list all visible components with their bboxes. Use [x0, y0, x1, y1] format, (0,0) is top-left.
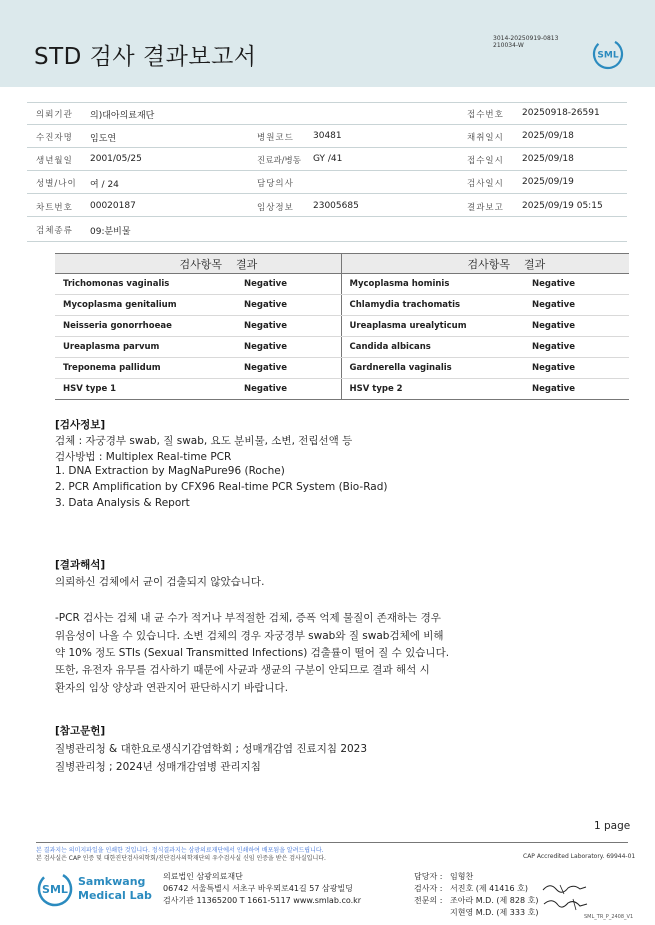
report-code-sub: 210034-W: [493, 42, 524, 49]
signature-icon: [540, 880, 590, 918]
label-specimen-type: 검체종류: [36, 226, 73, 236]
interpretation-title: [결과해석]: [55, 559, 106, 571]
org-name-line1: Samkwang: [78, 875, 146, 888]
test-result: Negative: [236, 316, 341, 337]
footer-notice: 본 결과지는 의미지파일을 인쇄한 것입니다. 정식결과지는 삼광의료재단에서 인쇄하여 배포됨을 알려드립니다.: [36, 847, 324, 854]
reference-line: 질병관리청 ; 2024년 성매개감염병 관리지침: [55, 761, 261, 773]
value-department-ward: GY /41: [313, 154, 343, 164]
divider: [27, 193, 627, 194]
value-sex-age: 여 / 24: [90, 180, 119, 190]
header-result: 결과: [524, 254, 629, 274]
reference-line: 질병관리청 & 대한요로생식기감염학회 ; 성매개감염 진료지침 2023: [55, 743, 368, 755]
test-info-line: 3. Data Analysis & Report: [55, 497, 190, 509]
value-receipt-date: 2025/09/18: [522, 154, 574, 164]
references-title: [참고문헌]: [55, 725, 106, 737]
footer-divider: [36, 842, 628, 843]
test-result: Negative: [524, 295, 629, 316]
staff-role: 검사자 :: [414, 884, 443, 893]
label-accession-number: 접수번호: [467, 110, 504, 120]
staff-role: 담당자 :: [414, 872, 443, 881]
label-test-date: 검사일시: [467, 179, 504, 189]
value-accession-number: 20250918-26591: [522, 108, 600, 118]
interpretation-line: 위음성이 나올 수 있습니다. 소변 검체의 경우 자궁경부 swab와 질 swab검체에 비해: [55, 630, 444, 642]
report-title: STD 검사 결과보고서: [34, 44, 257, 70]
report-code: 3014-20250919-0813: [493, 35, 559, 42]
test-item: Trichomonas vaginalis: [55, 274, 236, 295]
test-result: Negative: [236, 358, 341, 379]
label-clinical-info: 임상정보: [257, 203, 294, 213]
staff-name: 지현영 M.D. (제 333 호): [450, 908, 539, 917]
divider: [27, 216, 627, 217]
label-hospital-code: 병원코드: [257, 133, 294, 143]
label-patient-name: 수진자명: [36, 133, 73, 143]
test-result: Negative: [236, 274, 341, 295]
staff-role: 전문의 :: [414, 896, 443, 905]
test-result: Negative: [524, 337, 629, 358]
interpretation-line: 또한, 유전자 유무를 검사하기 때문에 사균과 생균의 구분이 안되므로 결과 해석 시: [55, 664, 430, 676]
divider: [27, 170, 627, 171]
table-header-row: [55, 254, 629, 274]
divider: [27, 124, 627, 125]
table-row: [55, 379, 629, 400]
test-item: HSV type 1: [55, 379, 236, 400]
table-row: [55, 337, 629, 358]
test-result: Negative: [236, 379, 341, 400]
label-department-ward: 진료과/병동: [257, 156, 301, 166]
table-row: [55, 274, 629, 295]
test-item: Neisseria gonorrhoeae: [55, 316, 236, 337]
test-result: Negative: [524, 379, 629, 400]
header-test-item: 검사항목: [341, 254, 524, 274]
table-row: [55, 358, 629, 379]
org-info-line: 06742 서울특별시 서초구 바우뫼로41길 57 삼광빌딩: [163, 884, 353, 893]
label-institution: 의뢰기관: [36, 110, 73, 120]
label-chart-number: 차트번호: [36, 203, 73, 213]
test-info-line: 검사방법 : Multiplex Real-time PCR: [55, 451, 232, 463]
value-institution: 의)대아의료재단: [90, 111, 155, 121]
cap-accreditation: CAP Accredited Laboratory. 69944-01: [523, 853, 636, 860]
value-chart-number: 00020187: [90, 201, 136, 211]
label-sex-age: 성별/나이: [36, 179, 77, 189]
test-item: Candida albicans: [341, 337, 524, 358]
value-birthdate: 2001/05/25: [90, 154, 142, 164]
sml-logo-icon: [592, 38, 622, 68]
header-result: 결과: [236, 254, 341, 274]
value-report-date: 2025/09/19 05:15: [522, 201, 603, 211]
staff-name: 서진호 (제 41416 호): [450, 884, 528, 893]
test-info-title: [검사정보]: [55, 419, 106, 431]
test-item: Mycoplasma genitalium: [55, 295, 236, 316]
interpretation-line: -PCR 검사는 검체 내 균 수가 적거나 부적절한 검체, 증폭 억제 물질이 존재하는 경우: [55, 612, 441, 624]
test-result: Negative: [524, 274, 629, 295]
footer-accreditation: 본 검사실은 CAP 인증 및 대한진단검사의학회/진단검사의학재단의 우수검사실 신임 인증을 받은 검사실입니다.: [36, 855, 326, 862]
divider: [27, 147, 627, 148]
label-birthdate: 생년월일: [36, 156, 73, 166]
test-item: Ureaplasma urealyticum: [341, 316, 524, 337]
test-item: Mycoplasma hominis: [341, 274, 524, 295]
value-collection-date: 2025/09/18: [522, 131, 574, 141]
divider: [27, 241, 627, 242]
test-info-line: 검체 : 자궁경부 swab, 질 swab, 요도 분비물, 소변, 전립선액 등: [55, 435, 353, 447]
interpretation-summary: 의뢰하신 검체에서 균이 검출되지 않았습니다.: [55, 576, 265, 588]
test-result: Negative: [524, 358, 629, 379]
table-row: [55, 295, 629, 316]
form-code: SML_TR_P_2408_V1: [584, 914, 634, 920]
test-result: Negative: [524, 316, 629, 337]
value-clinical-info: 23005685: [313, 201, 359, 211]
results-table: [55, 253, 629, 400]
sml-logo-text: SML: [597, 50, 619, 61]
staff-name: 임형찬: [450, 872, 474, 881]
test-item: Gardnerella vaginalis: [341, 358, 524, 379]
value-specimen-type: 09:분비물: [90, 227, 131, 237]
org-info-line: 의료법인 삼광의료재단: [163, 872, 243, 881]
table-row: [55, 316, 629, 337]
divider: [27, 102, 627, 103]
label-receipt-date: 접수일시: [467, 156, 504, 166]
test-result: Negative: [236, 337, 341, 358]
label-collection-date: 채취일시: [467, 133, 504, 143]
org-info-line: 검사기관 11365200 T 1661-5117 www.smlab.co.kr: [163, 896, 362, 905]
label-doctor: 담당의사: [257, 179, 294, 189]
test-item: Treponema pallidum: [55, 358, 236, 379]
samkwang-logo-icon: [36, 870, 74, 912]
org-name-line2: Medical Lab: [78, 889, 152, 902]
value-hospital-code: 30481: [313, 131, 342, 141]
page-number: 1 page: [594, 820, 631, 832]
test-result: Negative: [236, 295, 341, 316]
header-test-item: 검사항목: [55, 254, 236, 274]
interpretation-line: 약 10% 정도 STIs (Sexual Transmitted Infections) 검출률이 떨어 질 수 있습니다.: [55, 647, 450, 659]
interpretation-line: 환자의 임상 양상과 연관지어 판단하시기 바랍니다.: [55, 682, 289, 694]
test-info-line: 1. DNA Extraction by MagNaPure96 (Roche): [55, 465, 285, 477]
samkwang-logo-text: SML: [42, 883, 68, 896]
test-item: Ureaplasma parvum: [55, 337, 236, 358]
test-item: HSV type 2: [341, 379, 524, 400]
test-info-line: 2. PCR Amplification by CFX96 Real-time PCR System (Bio-Rad): [55, 481, 388, 493]
staff-name: 조아라 M.D. (제 828 호): [450, 896, 539, 905]
test-item: Chlamydia trachomatis: [341, 295, 524, 316]
label-report-date: 결과보고: [467, 203, 504, 213]
value-test-date: 2025/09/19: [522, 177, 574, 187]
value-patient-name: 임도연: [90, 134, 117, 144]
